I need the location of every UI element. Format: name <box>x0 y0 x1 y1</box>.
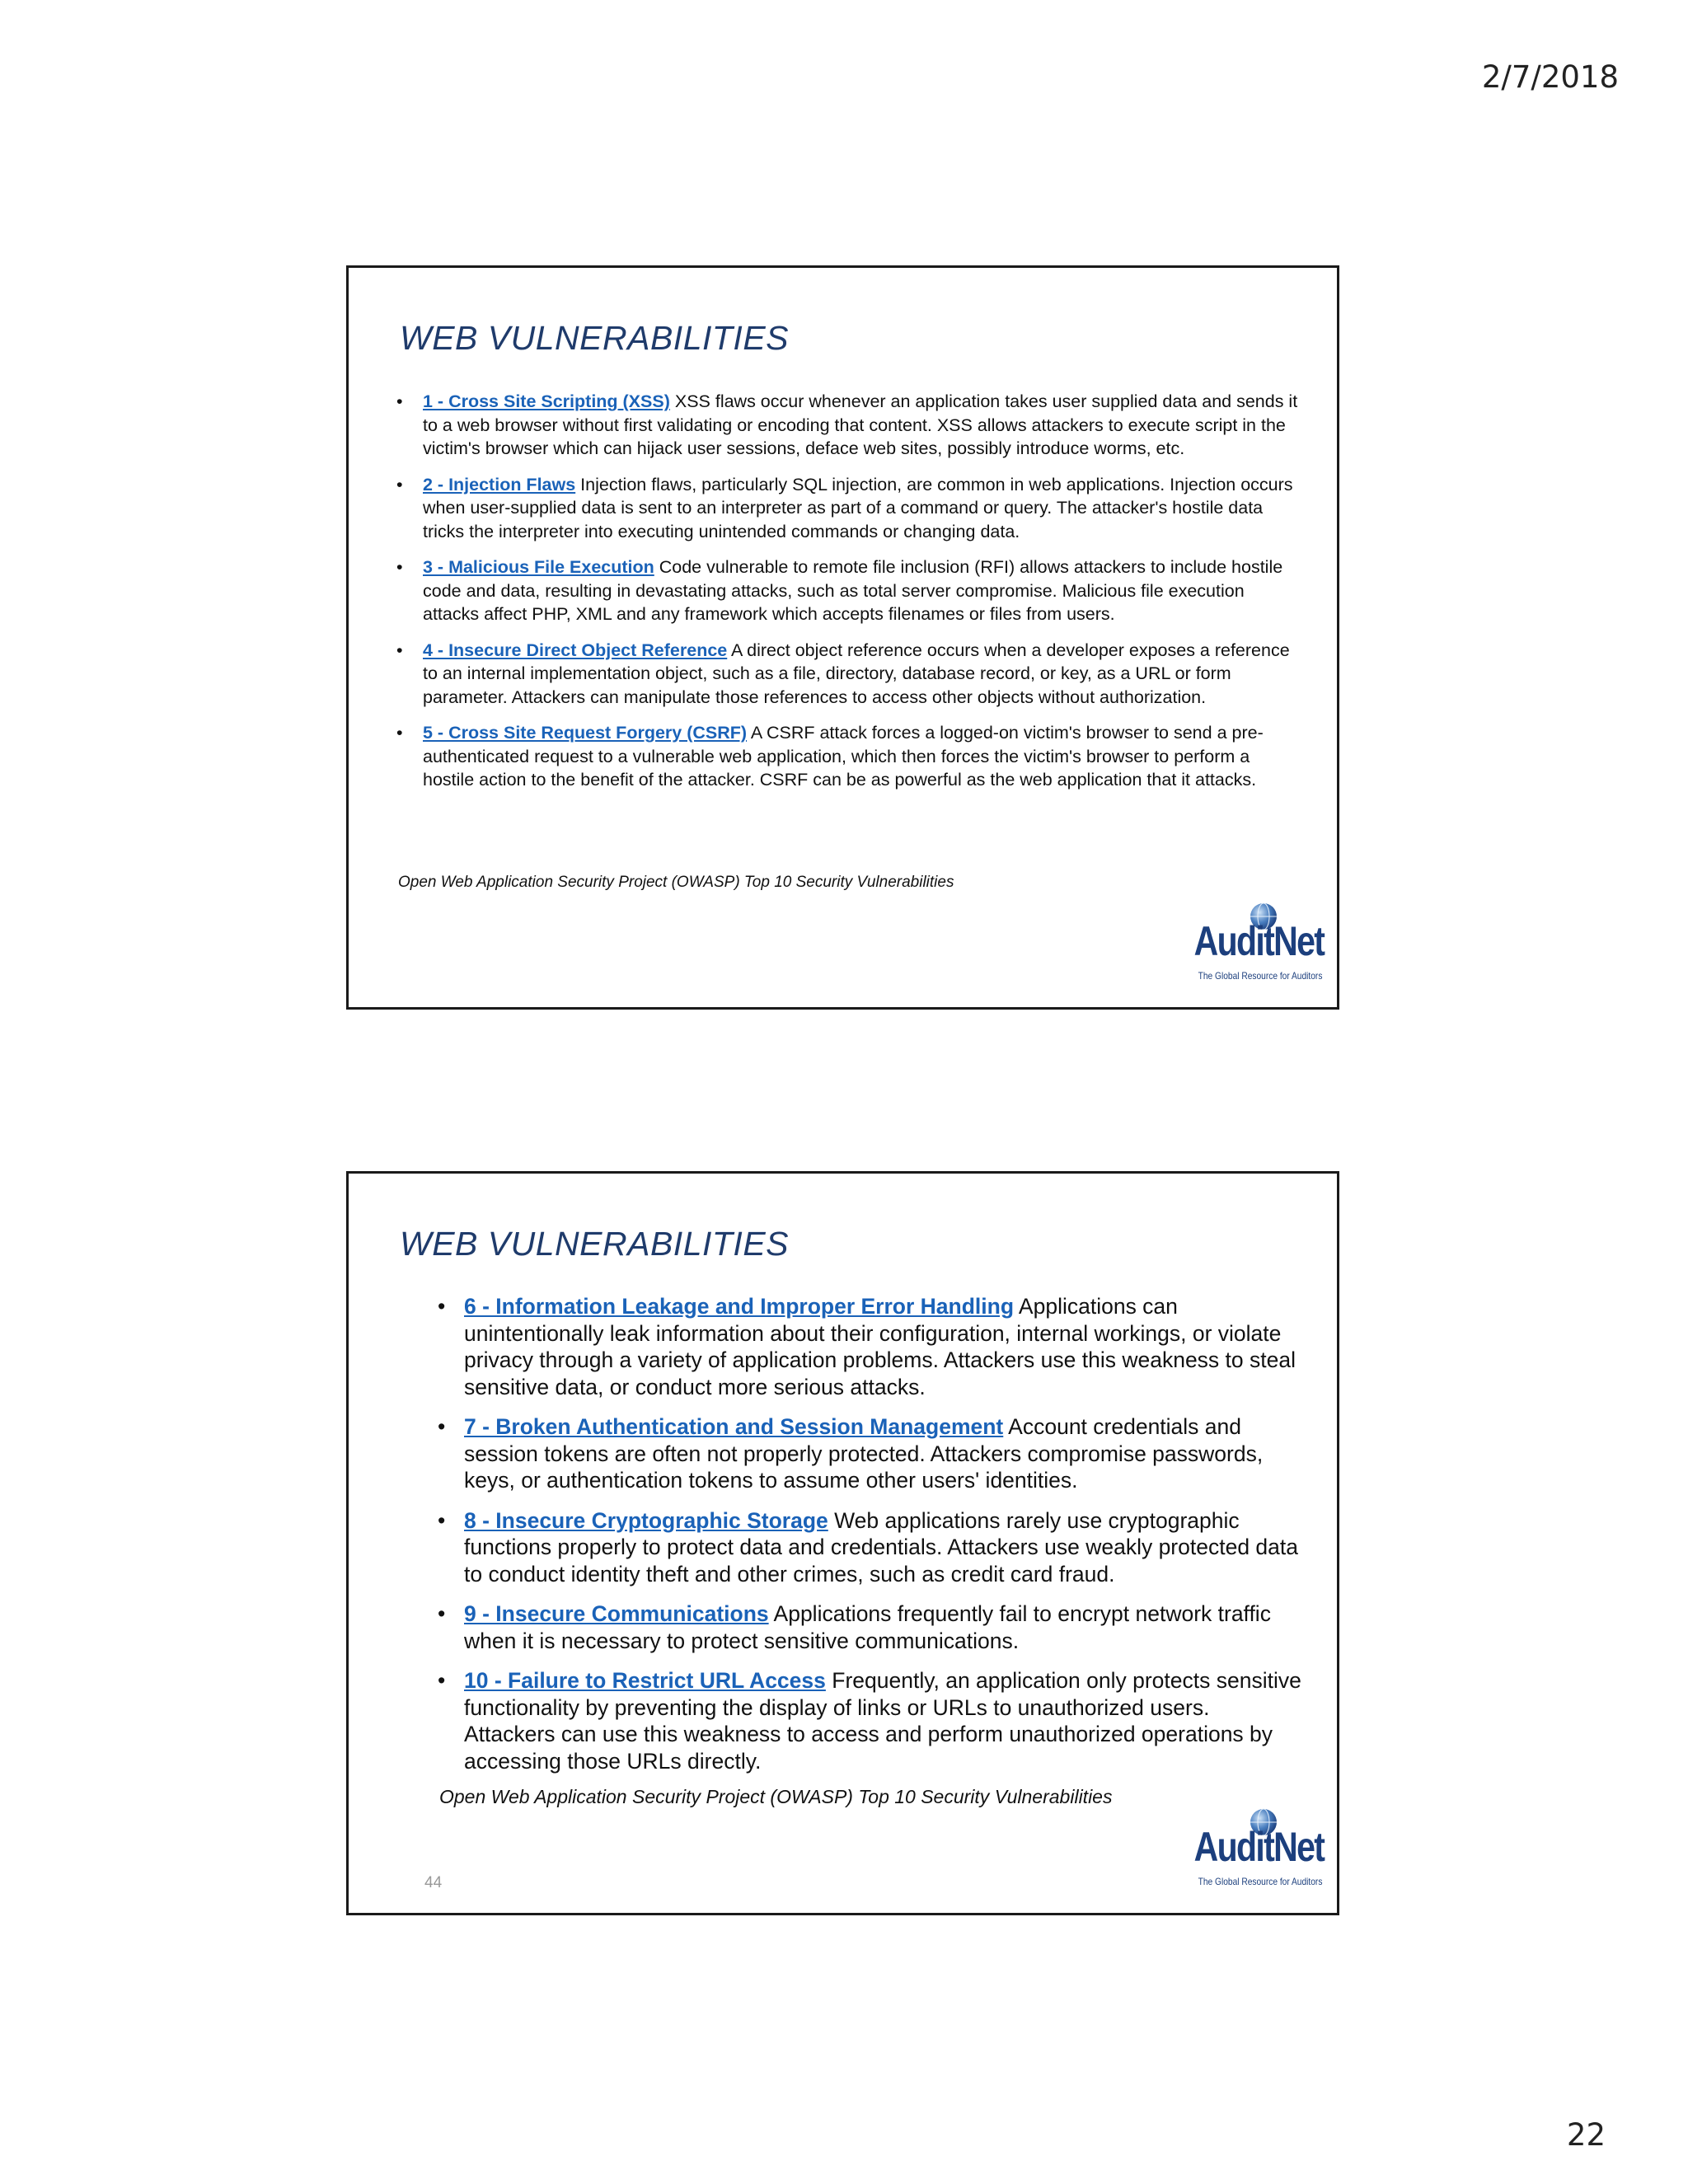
vulnerability-description: Injection flaws, particularly SQL injection, are common in web applications. Injection occurs when user-supplied data is sent to an interpreter as part of a command or query. The attacker's hostile data tricks the interpreter into executing unintended commands or changing data. <box>423 474 1293 541</box>
list-item <box>396 390 1303 461</box>
bullet-icon: • <box>438 1601 446 1626</box>
list-item <box>396 473 1303 544</box>
vulnerability-description: XSS flaws occur whenever an application takes user supplied data and sends it to a web browser without first validating or encoding that content. XSS allows attackers to execute script in the victim's browser which can hijack user sessions, deface web sites, possibly introduce worms, etc. <box>423 391 1298 458</box>
auditnet-logo <box>1187 1808 1327 1891</box>
vulnerability-description: A direct object reference occurs when a developer exposes a reference to an internal implementation object, such as a file, directory, database record, or key, as a URL or form parameter. Attackers can manipulate those references to access other objects without authorization. <box>423 640 1290 707</box>
vulnerability-list <box>396 390 1303 804</box>
vulnerability-link[interactable]: 10 - Failure to Restrict URL Access <box>464 1668 826 1693</box>
bullet-icon: • <box>396 557 403 577</box>
slide-2 <box>346 1171 1339 1915</box>
vulnerability-link[interactable]: 3 - Malicious File Execution <box>423 557 654 577</box>
vulnerability-description: Web applications rarely use cryptographic functions properly to protect data and credentials. Attackers use weakly protected data to conduct identity theft and other crimes, such as credit card fraud. <box>464 1507 1298 1586</box>
list-item <box>438 1601 1303 1654</box>
list-item <box>438 1667 1303 1774</box>
bullet-icon: • <box>396 391 403 411</box>
list-item <box>396 721 1303 792</box>
bullet-icon: • <box>438 1668 446 1693</box>
slide-title: WEB VULNERABILITIES <box>400 319 790 357</box>
vulnerability-description: Account credentials and session tokens are often not properly protected. Attackers compromise passwords, keys, or authentication tokens to assume other users' identities. <box>464 1414 1264 1493</box>
bullet-icon: • <box>438 1294 446 1319</box>
vulnerability-link[interactable]: 9 - Insecure Communications <box>464 1601 769 1626</box>
page-date: 2/7/2018 <box>1481 59 1619 95</box>
page-number: 22 <box>1566 2117 1606 2153</box>
bullet-icon: • <box>396 474 403 494</box>
vulnerability-link[interactable]: 7 - Broken Authentication and Session Management <box>464 1414 1004 1439</box>
list-item <box>396 639 1303 710</box>
bullet-icon: • <box>438 1414 446 1439</box>
bullet-icon: • <box>438 1507 446 1533</box>
slide-title: WEB VULNERABILITIES <box>400 1225 790 1263</box>
vulnerability-link[interactable]: 4 - Insecure Direct Object Reference <box>423 640 728 660</box>
list-item <box>438 1413 1303 1494</box>
vulnerability-description: Frequently, an application only protects sensitive functionality by preventing the display of links or URLs to unauthorized users. Attackers can use this weakness to access and perform unauthorized operations by accessing those URLs directly. <box>464 1668 1301 1774</box>
slide-number: 44 <box>424 1874 443 1891</box>
vulnerability-link[interactable]: 2 - Injection Flaws <box>423 474 576 494</box>
vulnerability-description: Applications frequently fail to encrypt network traffic when it is necessary to protect sensitive communications. <box>464 1601 1271 1653</box>
list-item <box>396 555 1303 626</box>
slide-1 <box>346 265 1339 1010</box>
vulnerability-link[interactable]: 6 - Information Leakage and Improper Error Handling <box>464 1294 1015 1319</box>
source-citation: Open Web Application Security Project (OWASP) Top 10 Security Vulnerabilities <box>398 874 954 891</box>
source-citation: Open Web Application Security Project (OWASP) Top 10 Security Vulnerabilities <box>439 1786 1113 1807</box>
vulnerability-link[interactable]: 1 - Cross Site Scripting (XSS) <box>423 391 670 411</box>
vulnerability-description: A CSRF attack forces a logged-on victim's browser to send a pre-authenticated request to a vulnerable web application, which then forces the victim's browser to perform a hostile action to the benefit of the attacker. CSRF can be as powerful as the web application that it attacks. <box>423 723 1264 790</box>
vulnerability-description: Code vulnerable to remote file inclusion (RFI) allows attackers to include hostile code and data, resulting in devastating attacks, such as total server compromise. Malicious file execution attacks affect PHP, XML and any framework which accepts filenames or files from users. <box>423 557 1283 624</box>
bullet-icon: • <box>396 723 403 743</box>
logo-tagline: The Global Resource for Auditors <box>1198 1876 1322 1887</box>
vulnerability-link[interactable]: 5 - Cross Site Request Forgery (CSRF) <box>423 723 748 743</box>
vulnerability-link[interactable]: 8 - Insecure Cryptographic Storage <box>464 1507 828 1533</box>
bullet-icon: • <box>396 640 403 660</box>
vulnerability-description: Applications can unintentionally leak information about their configuration, internal workings, or violate privacy through a variety of application problems. Attackers use this weakness to steal sensitive data, or conduct more serious attacks. <box>464 1294 1296 1399</box>
auditnet-logo <box>1187 902 1327 985</box>
list-item <box>438 1293 1303 1400</box>
list-item <box>438 1507 1303 1588</box>
logo-wordmark: AuditNet <box>1193 1824 1324 1870</box>
logo-wordmark: AuditNet <box>1193 918 1324 964</box>
logo-tagline: The Global Resource for Auditors <box>1198 970 1322 982</box>
vulnerability-list <box>438 1293 1303 1788</box>
